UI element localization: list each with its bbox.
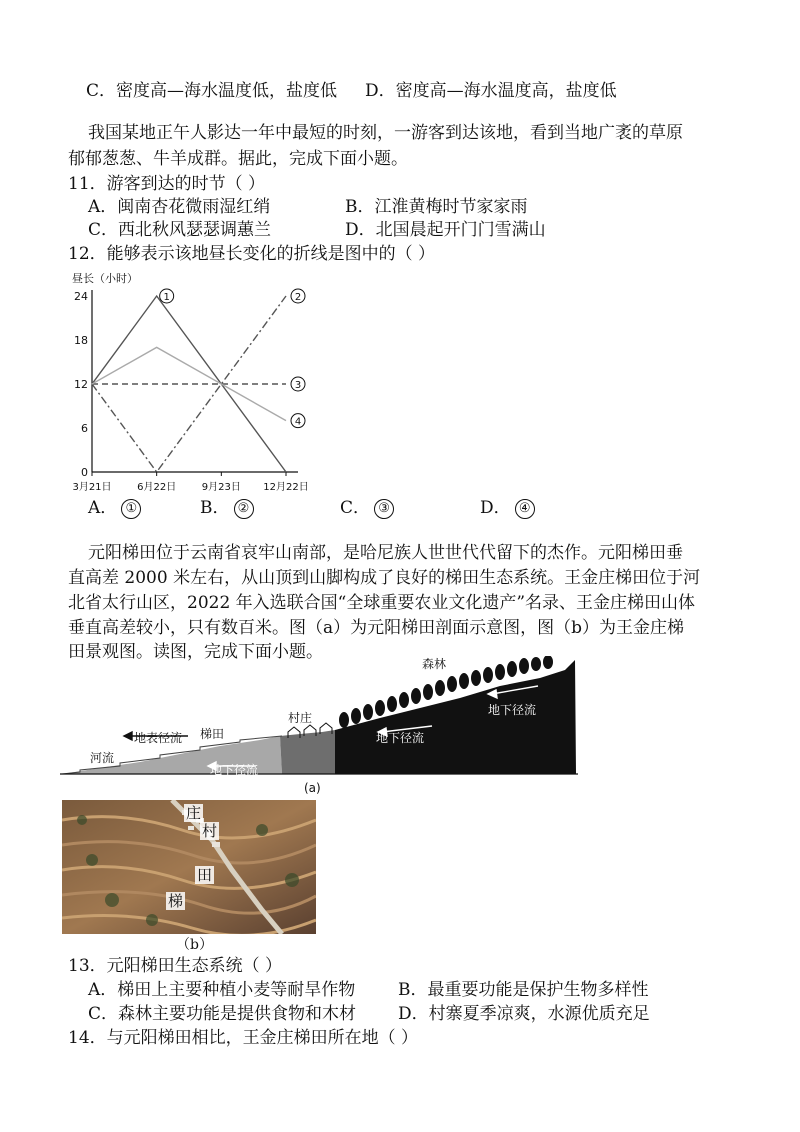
label-underground-runoff-mid: 地下径流 [376, 731, 425, 745]
chart-ytick-label: 18 [74, 334, 88, 347]
chart-ytick-label: 24 [74, 290, 88, 303]
q12-option-a [88, 497, 141, 519]
chart-ytick-label: 12 [74, 378, 88, 391]
q12-option-a-mark: ① [121, 499, 141, 519]
photo-label-cun: 村 [202, 822, 218, 840]
label-underground-runoff-forest: 地下径流 [488, 703, 537, 717]
passage2-line5: 田景观图。读图，完成下面小题。 [68, 642, 323, 662]
label-surface-runoff: 地表径流 [134, 731, 183, 745]
chart-series-label: 2 [294, 292, 302, 303]
chart-xtick-label: 12月22日 [263, 482, 309, 493]
q12-option-d-mark: ④ [515, 499, 535, 519]
photo-label-zhuang: 庄 [186, 804, 202, 822]
q12-option-b-mark: ② [234, 499, 254, 519]
q13-option-c: C．森林主要功能是提供食物和木材 [88, 1004, 357, 1024]
chart-xtick-label: 6月22日 [137, 482, 177, 493]
label-underground-runoff-terrace: 地下径流 [210, 763, 259, 777]
chart-series-label: 4 [294, 416, 302, 428]
label-terraces: 梯田 [200, 727, 225, 741]
day-length-chart [70, 268, 330, 504]
q12-option-d-label: D． [480, 498, 511, 518]
photo-label-tian: 田 [197, 866, 213, 884]
chart-series-label: 3 [294, 380, 302, 391]
passage1-line2: 郁郁葱葱、牛羊成群。据此，完成下面小题。 [68, 149, 408, 169]
figure-a-caption: (a) [304, 781, 321, 795]
figure-b-caption: （b） [176, 937, 213, 953]
q13-option-a: A．梯田上主要种植小麦等耐旱作物 [88, 980, 356, 1000]
q11-option-c: C．西北秋风瑟瑟调蕙兰 [88, 220, 272, 240]
chart-xtick-label: 9月23日 [201, 482, 241, 493]
chart-series-label: 1 [163, 292, 170, 303]
label-river: 河流 [90, 751, 115, 765]
passage2-line1: 元阳梯田位于云南省哀牢山南部，是哈尼族人世世代代留下的杰作。元阳梯田垂 [88, 543, 683, 563]
passage2-line2: 直高差 2000 米左右，从山顶到山脚构成了良好的梯田生态系统。王金庄梯田位于河 [68, 568, 701, 588]
prev-option-d: D．密度高—海水温度高，盐度低 [365, 81, 617, 101]
passage2-line4: 垂直高差较小，只有数百米。图（a）为元阳梯田剖面示意图，图（b）为王金庄梯 [68, 618, 685, 638]
q12-option-b [200, 497, 254, 519]
chart-ytick-label: 6 [81, 422, 88, 435]
terrace-profile-figure [60, 656, 580, 796]
terrace-landscape-photo [62, 800, 316, 934]
prev-option-c: C．密度高—海水温度低，盐度低 [86, 81, 338, 101]
q11-option-d: D．北国晨起开门门雪满山 [345, 220, 546, 240]
q12-option-c [340, 497, 394, 519]
label-forest: 森林 [422, 657, 447, 671]
chart-ylabel: 昼长（小时） [72, 272, 138, 285]
q12-option-b-label: B． [200, 498, 230, 518]
q12-option-d [480, 497, 535, 519]
q13-option-d: D．村寨夏季凉爽，水源优质充足 [398, 1004, 650, 1024]
passage2-line3: 北省太行山区，2022 年入选联合国“全球重要农业文化遗产”名录、王金庄梯田山体 [68, 593, 696, 613]
passage1-line1: 我国某地正午人影达一年中最短的时刻，一游客到达该地，看到当地广袤的草原 [88, 123, 683, 143]
q14-stem: 14．与元阳梯田相比，王金庄梯田所在地（ ） [68, 1028, 419, 1048]
photo-label-ti: 梯 [168, 892, 184, 910]
label-village: 村庄 [288, 711, 313, 725]
q12-option-a-label: A． [88, 498, 118, 518]
q13-option-b: B．最重要功能是保护生物多样性 [398, 980, 649, 1000]
q12-option-c-mark: ③ [374, 499, 394, 519]
q11-stem: 11．游客到达的时节（ ） [68, 174, 266, 194]
q11-option-b: B．江淮黄梅时节家家雨 [345, 197, 528, 217]
chart-xtick-label: 3月21日 [72, 482, 112, 493]
q13-stem: 13．元阳梯田生态系统（ ） [68, 956, 283, 976]
q12-stem: 12．能够表示该地昼长变化的折线是图中的（ ） [68, 244, 436, 264]
q12-option-c-label: C． [340, 498, 371, 518]
q11-option-a: A．闽南杏花微雨湿红绡 [88, 197, 271, 217]
chart-ytick-label: 0 [81, 466, 88, 479]
